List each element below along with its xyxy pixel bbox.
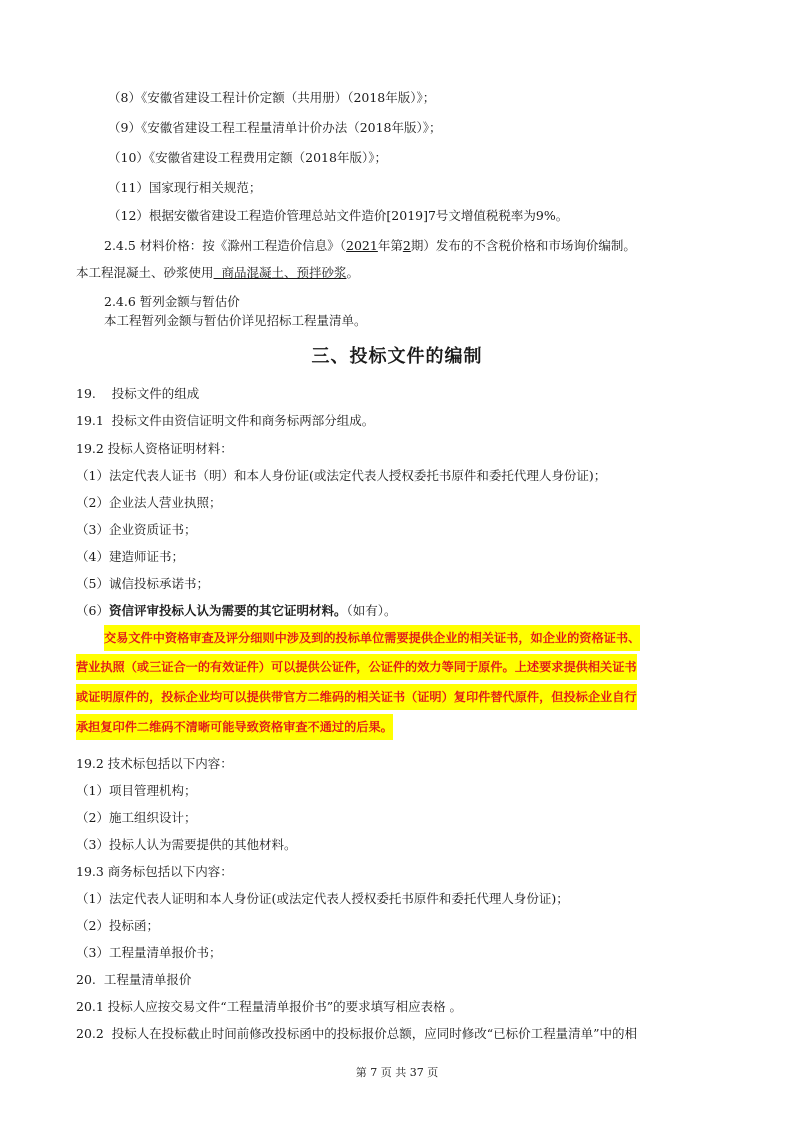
s20-1: 20.1 投标人应按交易文件“工程量清单报价书”的要求填写相应表格 。 (76, 999, 463, 1014)
concrete-prefix: 本工程混凝土、砂浆使用 (76, 265, 214, 280)
material-price-line (104, 238, 636, 254)
material-year: 2021 (346, 238, 378, 253)
tech-item-3: （3）投标人认为需要提供的其他材料。 (76, 837, 297, 852)
s19-2-heading: 19.2 投标人资格证明材料： (76, 441, 233, 456)
list-item-11: （11）国家现行相关规范； (108, 180, 262, 195)
commercial-item-1: （1）法定代表人证明和本人身份证(或法定代表人授权委托书原件和委托代理人身份证)； (76, 891, 569, 906)
concrete-suffix: 。 (346, 265, 359, 280)
qual-item-3: （3）企业资质证书； (76, 522, 197, 537)
s20-heading: 20. 工程量清单报价 (76, 972, 192, 987)
item6-prefix: （6） (76, 603, 109, 618)
provisional-text: 本工程暂列金额与暂估价详见招标工程量清单。 (104, 313, 367, 328)
qual-item-6 (76, 603, 396, 619)
qual-item-1: （1）法定代表人证书（明）和本人身份证(或法定代表人授权委托书原件和委托代理人身份证)； (76, 468, 607, 483)
concrete-underlined: 商品混凝土、预拌砂浆 (213, 265, 347, 280)
highlight-line-1: 交易文件中资格审查及评分细则中涉及到的投标单位需要提供企业的相关证书，如企业的资格证书、 (104, 625, 640, 651)
section-title: 三、投标文件的编制 (311, 346, 483, 367)
material-prefix: 2.4.5 材料价格：按《滁州工程造价信息》（ (104, 238, 347, 253)
highlight-line-4: 承担复印件二维码不清晰可能导致资格审查不通过的后果。 (76, 714, 393, 740)
page-footer: 第 7 页 共 37 页 (355, 1066, 439, 1079)
list-item-9: （9）《安徽省建设工程工程量清单计价办法（2018年版）》； (108, 120, 442, 135)
qual-item-4: （4）建造师证书； (76, 549, 184, 564)
highlight-line-3: 或证明原件的，投标企业均可以提供带官方二维码的相关证书（证明）复印件替代原件，但投标企业自行 (76, 684, 637, 710)
tech-item-1: （1）项目管理机构； (76, 783, 197, 798)
s20-2: 20.2 投标人在投标截止时间前修改投标函中的投标报价总额，应同时修改“已标价工程量清单”中的相 (76, 1026, 638, 1041)
commercial-item-3: （3）工程量清单报价书； (76, 945, 222, 960)
concrete-line (76, 265, 359, 281)
provisional-heading: 2.4.6 暂列金额与暂估价 (104, 294, 240, 309)
qual-item-5: （5）诚信投标承诺书； (76, 576, 209, 591)
item6-bold: 资信评审投标人认为需要的其它证明材料。 (108, 603, 347, 618)
qual-item-2: （2）企业法人营业执照； (76, 495, 222, 510)
material-suffix: 期）发布的不含税价格和市场询价编制。 (410, 238, 636, 253)
list-item-12: （12）根据安徽省建设工程造价管理总站文件造价[2019]7号文增值税税率为9%。 (108, 208, 569, 223)
commercial-item-2: （2）投标函； (76, 918, 159, 933)
highlight-line-2: 营业执照（或三证合一的有效证件）可以提供公证件，公证件的效力等同于原件。上述要求提供相关证书 (76, 654, 637, 680)
s19-heading: 19. 投标文件的组成 (76, 386, 200, 401)
item6-suffix: （如有）。 (346, 603, 397, 618)
list-item-10: （10）《安徽省建设工程费用定额（2018年版）》； (108, 150, 387, 165)
list-item-8: （8）《安徽省建设工程计价定额（共用册）（2018年版）》； (108, 90, 436, 105)
commercial-heading: 19.3 商务标包括以下内容： (76, 864, 233, 879)
tech-heading: 19.2 技术标包括以下内容： (76, 756, 233, 771)
s19-1: 19.1 投标文件由资信证明文件和商务标两部分组成。 (76, 413, 375, 428)
tech-item-2: （2）施工组织设计； (76, 810, 197, 825)
material-issue: 2 (402, 238, 411, 253)
material-mid: 年第 (377, 238, 403, 253)
